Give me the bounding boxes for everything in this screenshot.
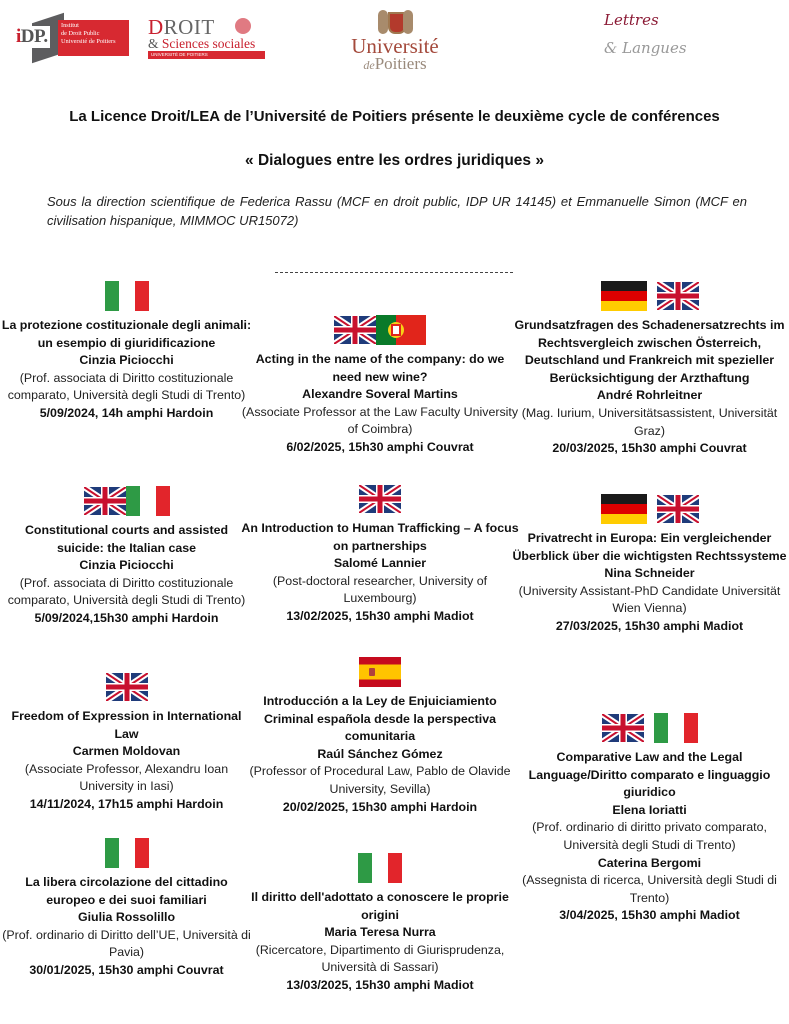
uk-flag-icon (359, 485, 401, 513)
lettres-amp: & (604, 39, 618, 57)
conference-title: Privatrecht in Europa: Ein vergleichender Überblick über die wichtigsten Rechtssysteme (512, 531, 787, 563)
droit-logo-initial: D (148, 15, 164, 39)
speaker-name: Maria Teresa Nurra (324, 925, 436, 940)
flag-row (240, 484, 520, 514)
idp-logo (14, 14, 129, 60)
portugal-flag-icon (376, 315, 426, 345)
germany-flag-icon (601, 281, 647, 311)
universite-de: de (363, 58, 375, 72)
speaker-name: Nina Schneider (604, 566, 695, 581)
italy-flag-icon (358, 853, 402, 883)
lion-left-shape (378, 10, 388, 34)
idp-logo-letters (16, 26, 50, 48)
conference-date: 14/11/2024, 17h15 amphi Hardoin (29, 796, 224, 811)
flag-row (240, 853, 520, 883)
speaker-affiliation: (Associate Professor, Alexandru Ioan University in Iasi) (24, 761, 229, 794)
speaker-affiliation: (Assegnista di ricerca, Università degli Studi di Trento) (522, 873, 777, 905)
speaker-name: Caterina Bergomi (597, 855, 702, 870)
conference-card (510, 494, 789, 636)
uk-flag-icon (334, 316, 376, 344)
conference-date: 5/09/2024,15h30 amphi Hardoin (34, 610, 219, 625)
idp-letter-i: i (16, 26, 21, 47)
conference-card (240, 657, 520, 816)
seal-icon (235, 18, 251, 34)
conference-card (0, 486, 253, 628)
conference-title: Comparative Law and the Legal Language/Diritto comparato e linguaggio giuridico (528, 750, 771, 800)
droit-logo-rest: ROIT (163, 15, 215, 39)
germany-flag-icon (601, 494, 647, 524)
conference-title: Constitutional courts and assisted suicide: the Italian case (24, 523, 229, 555)
speaker-affiliation: (Prof. associata di Diritto costituzionale comparato, Università degli Studi di Trento) (7, 575, 246, 608)
lion-right-shape (403, 10, 413, 34)
conference-title: Grundsatzfragen des Schadenersatzrechts im Rechtsvergleich zwischen Österreich, Deutschland und Frankreich mit spezieller Berücksichtigung der Arzthaftung (514, 318, 785, 385)
universite-poitiers: Poitiers (374, 54, 427, 73)
conference-title: Il diritto dell'adottato a conoscere le proprie origini (251, 890, 509, 922)
spain-flag-icon (359, 657, 401, 687)
page-heading: La Licence Droit/LEA de l’Université de Poitiers présente le deuxième cycle de conférences (69, 108, 720, 125)
droit-logo-amp: & (148, 36, 159, 51)
conference-date: 27/03/2025, 15h30 amphi Madiot (555, 618, 744, 633)
flag-row (0, 281, 253, 311)
speaker-affiliation: (University Assistant-PhD Candidate Universität Wien Vienna) (518, 583, 781, 616)
conference-date: 3/04/2025, 15h30 amphi Madiot (559, 908, 740, 923)
uk-flag-icon (84, 487, 126, 515)
speaker-affiliation: (Post-doctoral researcher, University of Luxembourg) (272, 573, 488, 606)
droit-logo-line2 (148, 37, 266, 50)
lettres-text: Lettres (604, 11, 659, 29)
uk-flag-icon (657, 495, 699, 523)
uk-flag-icon (657, 282, 699, 310)
speaker-affiliation: (Professor of Procedural Law, Pablo de Olavide University, Sevilla) (249, 764, 511, 796)
droit-logo-sciences: Sciences sociales (161, 36, 256, 51)
conference-date: 13/03/2025, 15h30 amphi Madiot (286, 977, 474, 992)
conference-card (0, 672, 253, 814)
speaker-affiliation: (Prof. associata di Diritto costituzionale comparato, Università degli Studi di Trento) (7, 370, 246, 403)
divider (275, 272, 513, 273)
flag-row (0, 838, 253, 868)
italy-flag-icon (105, 281, 149, 311)
conference-card (0, 281, 253, 423)
conference-date: 20/03/2025, 15h30 amphi Couvrat (552, 441, 747, 456)
speaker-name: Alexandre Soveral Martins (302, 387, 458, 402)
universite-poitiers-logo (340, 10, 450, 82)
flag-row (240, 657, 520, 687)
conference-title: Acting in the name of the company: do we need new wine? (255, 352, 505, 384)
conference-title: La protezione costituzionale degli animali: un esempio di giuridificazione (1, 318, 252, 350)
idp-line-3: Université de Poitiers (61, 38, 116, 45)
flag-row (240, 315, 520, 345)
speaker-name: Carmen Moldovan (72, 744, 181, 759)
conference-card (240, 853, 520, 995)
speaker-affiliation: (Prof. ordinario di Diritto dell’UE, Università di Pavia) (2, 927, 251, 960)
universite-city (340, 56, 450, 73)
droit-sciences-sociales-logo (148, 15, 266, 60)
conference-date: 30/01/2025, 15h30 amphi Couvrat (29, 962, 224, 977)
conference-card (240, 484, 520, 626)
italy-flag-icon (654, 713, 698, 743)
speaker-affiliation: (Mag. Iurium, Universitätsassistent, Universität Graz) (521, 405, 778, 438)
italy-flag-icon (126, 486, 170, 516)
speaker-name: Cinzia Piciocchi (79, 558, 174, 573)
idp-line-2: de Droit Public (61, 30, 100, 37)
conference-title: Freedom of Expression in International Law (11, 709, 242, 741)
langues-line (604, 39, 704, 57)
speaker-name: Cinzia Piciocchi (79, 353, 174, 368)
conference-date: 20/02/2025, 15h30 amphi Hardoin (282, 799, 478, 814)
uk-flag-icon (106, 673, 148, 701)
conference-title: An Introduction to Human Trafficking – A focus on partnerships (241, 521, 519, 553)
conference-card (510, 713, 789, 925)
uk-flag-icon (602, 714, 644, 742)
conference-card (0, 838, 253, 980)
speaker-name: André Rohrleitner (596, 388, 703, 403)
conference-card (510, 281, 789, 458)
speaker-affiliation: (Ricercatore, Dipartimento di Giurisprudenza, Università di Sassari) (255, 942, 505, 975)
flag-row (0, 672, 253, 702)
lettres-langues-logo (604, 11, 704, 71)
conference-card (240, 315, 520, 457)
conference-date: 5/09/2024, 14h amphi Hardoin (39, 405, 214, 420)
droit-logo-bar: UNIVERSITÉ DE POITIERS (148, 51, 265, 59)
cycle-title: « Dialogues entre les ordres juridiques » (245, 152, 544, 169)
flag-row (510, 713, 789, 743)
conference-title: Introducción a la Ley de Enjuiciamiento Criminal española desde la perspectiva comunitaria (263, 694, 497, 744)
conference-date: 13/02/2025, 15h30 amphi Madiot (286, 608, 474, 623)
idp-letters-rest: DP. (20, 26, 48, 47)
speaker-affiliation: (Prof. ordinario di diritto privato comparato, Università degli Studi di Trento) (532, 820, 767, 852)
flag-row (510, 281, 789, 311)
conference-date: 6/02/2025, 15h30 amphi Couvrat (286, 439, 474, 454)
speaker-name: Raúl Sánchez Gómez (317, 746, 443, 761)
langues-text: Langues (622, 39, 687, 57)
italy-flag-icon (105, 838, 149, 868)
flag-row (0, 486, 253, 516)
speaker-affiliation: (Associate Professor at the Law Faculty University of Coimbra) (241, 404, 519, 437)
speaker-name: Giulia Rossolillo (77, 910, 176, 925)
logo-bar (0, 0, 789, 90)
speaker-name: Salomé Lannier (333, 556, 427, 571)
crest-icon (376, 10, 414, 36)
scientific-direction: Sous la direction scientifique de Federica Rassu (MCF en droit public, IDP UR 14145) et Emmanuelle Simon (MCF en civilisation hispanique, MIMMOC UR15072) (47, 194, 747, 228)
universite-name: Université (351, 34, 439, 58)
speaker-name: Elena Ioriatti (612, 802, 687, 817)
conference-title: La libera circolazione del cittadino europeo e dei suoi familiari (25, 875, 228, 907)
idp-line-1: Institut (61, 22, 79, 29)
flag-row (510, 494, 789, 524)
idp-logo-label (58, 20, 129, 56)
